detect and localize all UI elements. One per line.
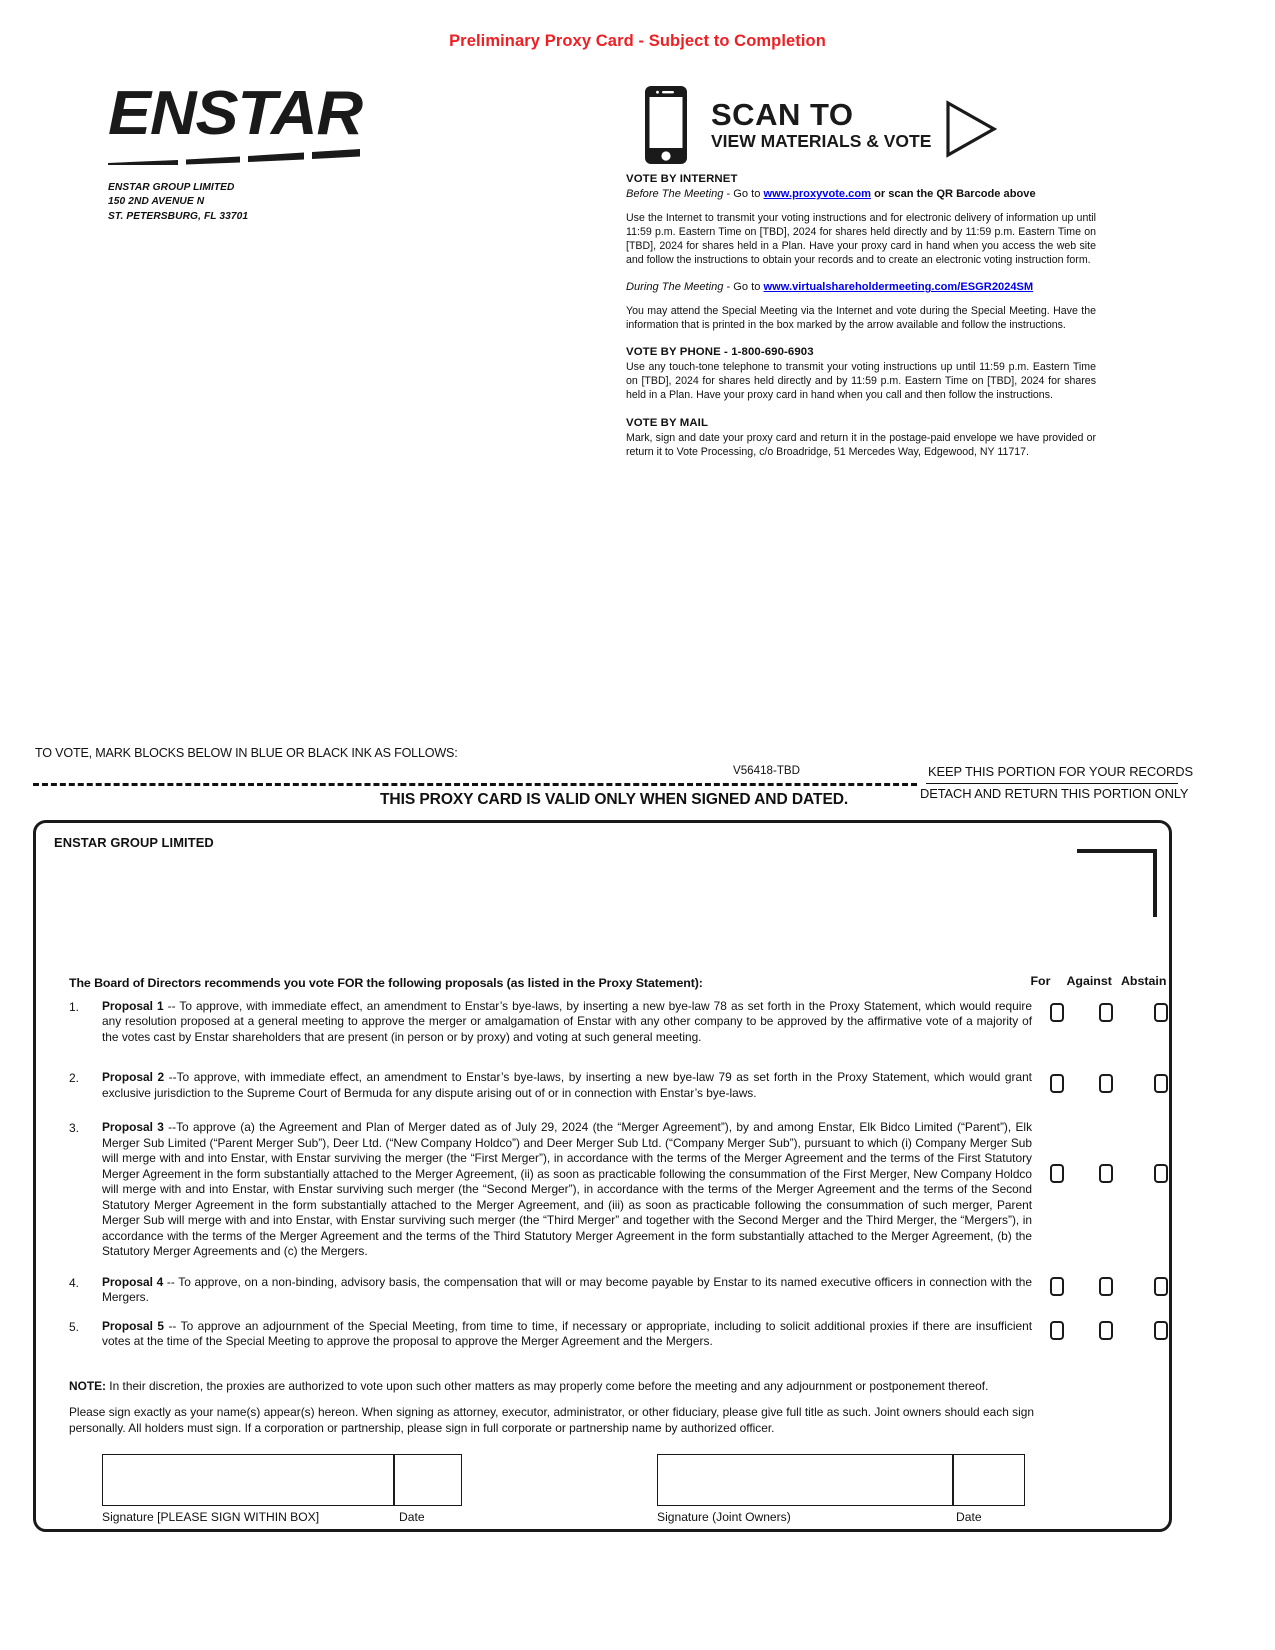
company-address [108,181,408,224]
checkbox-for[interactable] [1050,1074,1064,1093]
proposal-number: 5. [69,1319,80,1334]
proposal-body: --To approve (a) the Agreement and Plan of Merger dated as of July 29, 2024 (the “Merger Agreement”), by and among Enstar, Elk Bidco Limited (“Parent”), Elk Merger Sub Limited (“Parent Merger Sub”), Deer Ltd. (“New Company Holdco”) and Deer Merger Sub Ltd. (“Company Merger Sub”), pursuant to which (i) Company Merger Sub will merge with and into Enstar, with Enstar surviving the merger (the “First Merger”), in accordance with the terms of the Merger Agreement and the terms of the First Statutory Merger Agreement in the form substantially attached to the Merger Agreement, (ii) as soon as practicable following the consummation of the First Merger, New Company Holdco will merge with and into Enstar, with Enstar surviving such merger (the “Second Merger”), in accordance with the terms of the Merger Agreement and the terms of the Second Statutory Merger Agreement in the form substantially attached to the Merger Agreement, and (iii) as soon as practicable following the consummation of such merger, Parent Merger Sub will merge with and into Enstar, with Enstar surviving such merger (the “Third Merger” and together with the Second Merger and the Third Merger, the “Mergers”), in accordance with the terms of the Merger Agreement and the terms of the Third Statutory Merger Agreement in the form substantially attached to the Merger Agreement, (b) the Statutory Merger Agreements and (c) the Mergers. [102,1120,1033,1259]
checkbox-against[interactable] [1099,1003,1113,1022]
checkbox-abstain[interactable] [1154,1074,1168,1093]
before-meeting-label: Before The Meeting [626,188,724,201]
proposal-label: Proposal 1 [102,999,164,1013]
checkbox-for[interactable] [1050,1003,1064,1022]
proposal-label: Proposal 3 [102,1120,164,1135]
mail-instructions-body: Mark, sign and date your proxy card and return it in the postage-paid envelope we have provided or return it to Vote Processing, c/o Broadridge, 51 Mercedes Way, Edgewood, NY 11717. [626,431,1096,458]
note-and-signing-instructions [69,1379,1034,1436]
card-company-title: ENSTAR GROUP LIMITED [54,835,214,850]
play-arrow-icon [945,100,997,158]
phone-instructions-body: Use any touch-tone telephone to transmit your voting instructions up until 11:59 p.m. Eastern Time on [TBD], 2024 for shares held directly and by 11:59 p.m. Eastern Time on [TBD], 2024 for shares held in a Plan. Have your proxy card in hand when you call and then follow the instructions. [626,361,1096,402]
during-meeting-label: During The Meeting [626,281,724,294]
proposal-row [69,1275,1167,1306]
proposal-body: -- To approve, with immediate effect, an amendment to Enstar’s bye-laws, by inserting a new bye-law 78 as set forth in the Proxy Statement, which would require any resolution proposed at a general meeting to approve the merger or amalgamation of Enstar with any other company to be approved by the affirmative vote of a majority of the votes cast by Enstar shareholders that are present (in person or by proxy) and voting at such general meeting. [102,999,1032,1044]
company-logo-block [108,79,408,224]
address-city-state-zip: ST. PETERSBURG, FL 33701 [108,210,249,222]
proposal-row [69,1120,1167,1259]
vote-column-headers [1021,974,1169,988]
perforation-dashed-line [33,783,917,786]
keep-portion-label: KEEP THIS PORTION FOR YOUR RECORDS [928,764,1193,779]
proposal-number: 1. [69,1000,80,1014]
checkbox-abstain[interactable] [1154,1164,1168,1183]
proposal-row [69,999,1167,1045]
date-input-primary[interactable] [394,1454,462,1506]
checkbox-for[interactable] [1050,1164,1064,1183]
checkbox-for[interactable] [1050,1321,1064,1340]
scan-to-label: SCAN TO [711,97,854,133]
proposal-number: 2. [69,1071,80,1086]
during-meeting-separator: - Go to [723,281,764,294]
column-header-for: For [1030,974,1051,988]
proposal-label: Proposal 5 [102,1318,164,1333]
proxy-card [33,820,1172,1532]
valid-when-signed-notice: THIS PROXY CARD IS VALID ONLY WHEN SIGNED AND DATED. [380,791,849,808]
view-materials-vote-label: VIEW MATERIALS & VOTE [711,131,932,152]
signature-group-joint [657,1454,1025,1506]
enstar-wordmark: ENSTAR [108,79,363,148]
keep-portion-rule [926,783,1178,784]
date-label-joint: Date [956,1510,982,1524]
vote-by-internet-heading: VOTE BY INTERNET [626,173,738,185]
signature-label-joint: Signature (Joint Owners) [657,1510,791,1524]
during-meeting-body: You may attend the Special Meeting via the Internet and vote during the Special Meeting. Have the information that is printed in the box marked by the arrow available and follow the instructions. [626,304,1096,332]
checkbox-against[interactable] [1099,1321,1113,1340]
preliminary-banner: Preliminary Proxy Card - Subject to Completion [449,32,826,50]
scan-text-group [711,99,931,151]
mark-blocks-instruction: TO VOTE, MARK BLOCKS BELOW IN BLUE OR BLACK INK AS FOLLOWS: [35,746,458,760]
vote-checkbox-group [1032,1074,1186,1093]
proxyvote-link[interactable]: www.proxyvote.com [763,188,871,201]
checkbox-abstain[interactable] [1154,1003,1168,1022]
proposal-number: 3. [69,1121,80,1136]
before-meeting-separator: - Go to [723,188,764,201]
checkbox-for[interactable] [1050,1277,1064,1296]
vote-by-mail-heading: VOTE BY MAIL [626,416,708,429]
detach-portion-label: DETACH AND RETURN THIS PORTION ONLY [920,786,1189,801]
proposal-text [102,1120,1032,1259]
date-input-joint[interactable] [953,1454,1025,1506]
during-meeting-line [626,280,1096,295]
vote-checkbox-group [1032,1321,1186,1340]
logo-speed-lines-icon [108,149,360,165]
column-header-against: Against [1066,974,1112,988]
internet-instructions-body: Use the Internet to transmit your voting instructions and for electronic delivery of information up until 11:59 p.m. Eastern Time on [TBD], 2024 for shares held directly and by 11:59 p.m. Eastern Time on [TBD], 2024 for shares held in a Plan. Have your proxy card in hand when you access the web site and follow the instructions to obtain your records and to create an electronic voting instruction form. [626,211,1096,267]
vote-by-phone-heading: VOTE BY PHONE - 1-800-690-6903 [626,346,814,359]
column-header-abstain: Abstain [1120,974,1167,988]
checkbox-against[interactable] [1099,1277,1113,1296]
note-label: NOTE: [69,1379,106,1393]
signature-input-joint[interactable] [657,1454,953,1506]
checkbox-against[interactable] [1099,1164,1113,1183]
address-street: 150 2ND AVENUE N [108,196,205,208]
alignment-corner-mark-icon [1075,847,1161,919]
signature-group-primary [102,1454,462,1506]
vote-checkbox-group [1032,1003,1186,1022]
signing-instructions: Please sign exactly as your name(s) appear(s) hereon. When signing as attorney, executor, administrator, or other fiduciary, please give full title as such. Joint owners should each sign personally. All holders must sign. If a corporation or partnership, please sign in full corporate or partnership name by authorized officer. [69,1405,1034,1435]
proposal-label: Proposal 4 [102,1274,164,1289]
virtual-meeting-link[interactable]: www.virtualshareholdermeeting.com/ESGR2024SM [763,281,1034,294]
note-paragraph [69,1379,1034,1394]
proposal-body: -- To approve, on a non-binding, advisory basis, the compensation that will or may become payable by Enstar to its named executive officers in connection with the Mergers. [102,1274,1033,1305]
checkbox-abstain[interactable] [1154,1321,1168,1340]
proposal-label: Proposal 2 [102,1070,165,1085]
before-meeting-line [626,187,1096,202]
proposal-body: --To approve, with immediate effect, an amendment to Enstar’s bye-laws, by inserting a new bye-law 79 as set forth in the Proxy Statement, which would grant exclusive jurisdiction to the Supreme Court of Bermuda for any dispute arising out of or in connection with Enstar’s bye-laws. [102,1070,1032,1100]
proposal-text [102,1070,1032,1101]
proposal-number: 4. [69,1275,80,1290]
proposal-text [102,999,1032,1045]
proposal-text [102,1275,1032,1306]
control-number: V56418-TBD [733,764,801,777]
vote-checkbox-group [1032,1277,1186,1296]
proposal-row [69,1070,1167,1101]
before-meeting-tail: or scan the QR Barcode above [871,188,1036,201]
checkbox-abstain[interactable] [1154,1277,1168,1296]
address-company-name: ENSTAR GROUP LIMITED [108,181,235,193]
proposal-text [102,1319,1032,1350]
board-recommendation: The Board of Directors recommends you vote FOR the following proposals (as listed in the Proxy Statement): [69,976,703,990]
date-label-primary: Date [399,1510,425,1524]
vote-checkbox-group [1032,1164,1186,1183]
proposal-body: -- To approve an adjournment of the Special Meeting, from time to time, if necessary or appropriate, including to solicit additional proxies if there are insufficient votes at the time of the Special Meeting to approve the proposal to approve the Merger Agreement and the Mergers. [102,1318,1032,1348]
voting-instructions [626,172,1096,459]
scan-to-vote-header [645,86,997,164]
signature-label-primary: Signature [PLEASE SIGN WITHIN BOX] [102,1510,320,1524]
smartphone-icon [645,86,687,164]
checkbox-against[interactable] [1099,1074,1113,1093]
note-text: In their discretion, the proxies are authorized to vote upon such other matters as may properly come before the meeting and any adjournment or postponement thereof. [106,1379,989,1393]
proposals-list [69,999,1167,1352]
signature-input-primary[interactable] [102,1454,394,1506]
proposal-row [69,1319,1167,1350]
